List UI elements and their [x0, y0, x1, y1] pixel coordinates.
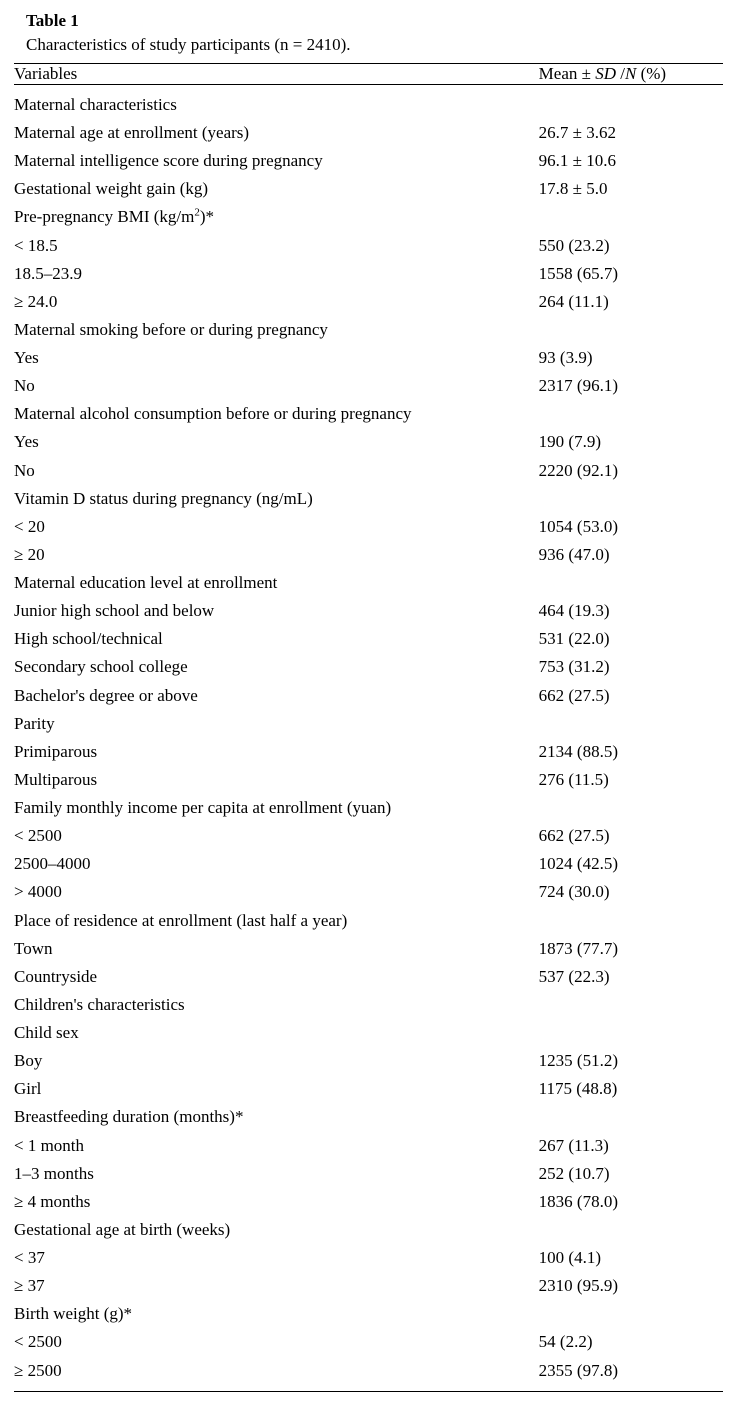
header-sd: SD [595, 63, 616, 83]
row-value [539, 85, 723, 119]
table-row [14, 850, 723, 878]
table-row [14, 653, 723, 681]
header-mean-prefix: Mean ± [538, 63, 596, 83]
table-row [14, 85, 723, 119]
table-row [14, 569, 723, 597]
row-value: 26.7 ± 3.62 [538, 123, 616, 142]
row-variable: Secondary school college [14, 657, 188, 677]
column-header-variables: Variables [14, 63, 78, 83]
row-value: 1836 (78.0) [538, 1191, 618, 1211]
row-value [539, 1103, 723, 1131]
row-variable: Maternal alcohol consumption before or during pregnancy [14, 404, 412, 424]
row-variable: Multiparous [14, 769, 98, 789]
table-row [14, 485, 723, 513]
row-variable: Yes [14, 348, 39, 367]
row-variable: Pre-pregnancy BMI $(kg/m^2)*$ [14, 206, 215, 227]
table-row [14, 541, 723, 569]
row-value: 190 (7.9) [538, 432, 601, 452]
table-row [14, 1075, 723, 1103]
table-row [14, 260, 723, 288]
row-variable: Maternal age at enrollment (years) [14, 123, 250, 142]
table-row [14, 428, 723, 456]
row-value: 2317 (96.1) [538, 376, 618, 396]
row-value: 662 (27.5) [538, 685, 610, 705]
row-value [539, 316, 723, 344]
row-variable: 2500–4000 [14, 854, 91, 874]
row-value: 276 (11.5) [538, 769, 609, 789]
table-bottom-rule [14, 1391, 723, 1392]
table-row [14, 400, 723, 428]
row-variable: Junior high school and below [14, 601, 215, 621]
row-variable: ≥ 20 [14, 544, 45, 564]
row-variable: < 18.5 [14, 235, 58, 255]
row-variable: Maternal intelligence score during pregnancy [14, 151, 323, 171]
table-row [14, 625, 723, 653]
row-value: 531 (22.0) [538, 629, 610, 649]
row-value: 264 (11.1) [538, 291, 609, 311]
row-value [539, 710, 723, 738]
row-value: 54 (2.2) [538, 1332, 593, 1352]
table-row [14, 1328, 723, 1356]
row-value: 2134 (88.5) [538, 741, 618, 761]
row-variable: No [14, 376, 35, 396]
row-value: 724 (30.0) [538, 882, 610, 902]
table-row [14, 766, 723, 794]
table-row [14, 597, 723, 625]
header-n: N [624, 63, 637, 83]
row-variable: ≥ 2500 [14, 1360, 62, 1380]
table-row [14, 344, 723, 372]
row-value [539, 991, 723, 1019]
table-row [14, 1160, 723, 1188]
row-variable: Boy [14, 1051, 43, 1071]
characteristics-table [14, 63, 723, 1392]
row-variable: Girl [14, 1079, 42, 1099]
table-row [14, 738, 723, 766]
row-variable: Maternal education level at enrollment [14, 573, 278, 592]
row-value [539, 569, 723, 597]
row-variable: Primiparous [14, 741, 98, 761]
table-row [14, 513, 723, 541]
row-variable: High school/technical [14, 629, 163, 649]
row-value: 100 (4.1) [538, 1248, 601, 1267]
row-value: 1558 (65.7) [538, 263, 618, 283]
table-row [14, 147, 723, 175]
table-row [14, 907, 723, 935]
row-variable: Bachelor's degree or above [14, 685, 198, 705]
table-body [14, 85, 723, 1391]
table-row [14, 878, 723, 906]
row-value: 1024 (42.5) [538, 854, 618, 874]
row-variable: Children's characteristics [14, 994, 185, 1014]
row-variable: < 2500 [14, 1332, 62, 1352]
table-row [14, 1019, 723, 1047]
row-variable: Yes [14, 432, 39, 452]
row-value: 753 (31.2) [538, 657, 610, 677]
table-row [14, 1188, 723, 1216]
row-variable: Family monthly income per capita at enrollment (yuan) [14, 798, 392, 817]
row-value: 2310 (95.9) [538, 1276, 618, 1296]
row-variable: Vitamin D status during pregnancy (ng/mL) [14, 488, 313, 508]
row-value: 2220 (92.1) [538, 460, 618, 480]
row-value [539, 400, 723, 428]
row-variable: < 1 month [14, 1135, 85, 1155]
table-row [14, 1300, 723, 1328]
table-number: Table 1 [26, 11, 79, 30]
row-value: 464 (19.3) [538, 601, 610, 621]
row-value [539, 203, 723, 231]
table-row [14, 119, 723, 147]
table-row [14, 232, 723, 260]
row-value: 2355 (97.8) [538, 1360, 618, 1380]
row-value: 1873 (77.7) [538, 938, 618, 958]
row-value: 96.1 ± 10.6 [538, 151, 616, 171]
table-row [14, 935, 723, 963]
table-row [14, 372, 723, 400]
row-variable: < 2500 [14, 826, 62, 846]
table-row [14, 457, 723, 485]
row-variable: ≥ 4 months [14, 1191, 91, 1211]
row-value: 936 (47.0) [538, 544, 610, 564]
row-variable: 1–3 months [14, 1163, 94, 1183]
row-value: 267 (11.3) [538, 1135, 609, 1155]
row-variable: Place of residence at enrollment (last half a year) [14, 910, 348, 930]
row-variable: Maternal smoking before or during pregnancy [14, 319, 328, 339]
table-row [14, 316, 723, 344]
row-variable: Child sex [14, 1023, 79, 1042]
row-variable: No [14, 460, 35, 480]
table-row [14, 1216, 723, 1244]
row-variable: Town [14, 938, 53, 958]
header-row [14, 64, 723, 85]
table-row [14, 822, 723, 850]
row-variable: Countryside [14, 966, 98, 986]
row-value [539, 1019, 723, 1047]
table-row [14, 682, 723, 710]
header-suffix: (%) [636, 63, 667, 83]
table-row [14, 963, 723, 991]
row-value: 1054 (53.0) [538, 516, 618, 536]
row-value: 93 (3.9) [538, 348, 593, 367]
row-variable: 18.5–23.9 [14, 263, 82, 283]
row-value [539, 1300, 723, 1328]
table-row [14, 991, 723, 1019]
row-variable: Breastfeeding duration (months)* [14, 1107, 244, 1127]
row-value: 17.8 ± 5.0 [538, 179, 608, 199]
table-row [14, 1357, 723, 1392]
table-row [14, 794, 723, 822]
row-variable: Birth weight (g)* [14, 1304, 133, 1324]
row-variable: Parity [14, 713, 55, 733]
row-variable: > 4000 [14, 882, 62, 902]
row-value: 1235 (51.2) [538, 1051, 618, 1071]
row-value: 1175 (48.8) [538, 1079, 618, 1099]
table-row [14, 203, 723, 231]
row-variable: < 37 [14, 1248, 45, 1267]
row-variable: Gestational age at birth (weeks) [14, 1219, 231, 1239]
row-variable: ≥ 24.0 [14, 291, 58, 311]
row-variable: < 20 [14, 516, 45, 536]
table-row [14, 1132, 723, 1160]
row-variable: ≥ 37 [14, 1276, 45, 1296]
row-value: 252 (10.7) [538, 1163, 610, 1183]
table-caption: Characteristics of study participants (n = 2410). [26, 34, 351, 54]
table-row [14, 1244, 723, 1272]
row-variable: Maternal characteristics [14, 94, 177, 114]
table-footer [14, 1391, 723, 1392]
table-row [14, 1272, 723, 1300]
header-mid: / [615, 63, 625, 83]
table-row [14, 288, 723, 316]
row-value: 550 (23.2) [538, 235, 610, 255]
table-row [14, 175, 723, 203]
row-variable: Gestational weight gain (kg) [14, 179, 209, 199]
row-value: 537 (22.3) [538, 966, 610, 986]
row-value [539, 1216, 723, 1244]
column-header-value [539, 64, 723, 85]
row-value [539, 485, 723, 513]
table-row [14, 710, 723, 738]
table-header [14, 63, 723, 85]
row-value [539, 907, 723, 935]
row-value: 662 (27.5) [538, 826, 610, 846]
row-value [539, 794, 723, 822]
table-row [14, 1047, 723, 1075]
table-row [14, 1103, 723, 1131]
